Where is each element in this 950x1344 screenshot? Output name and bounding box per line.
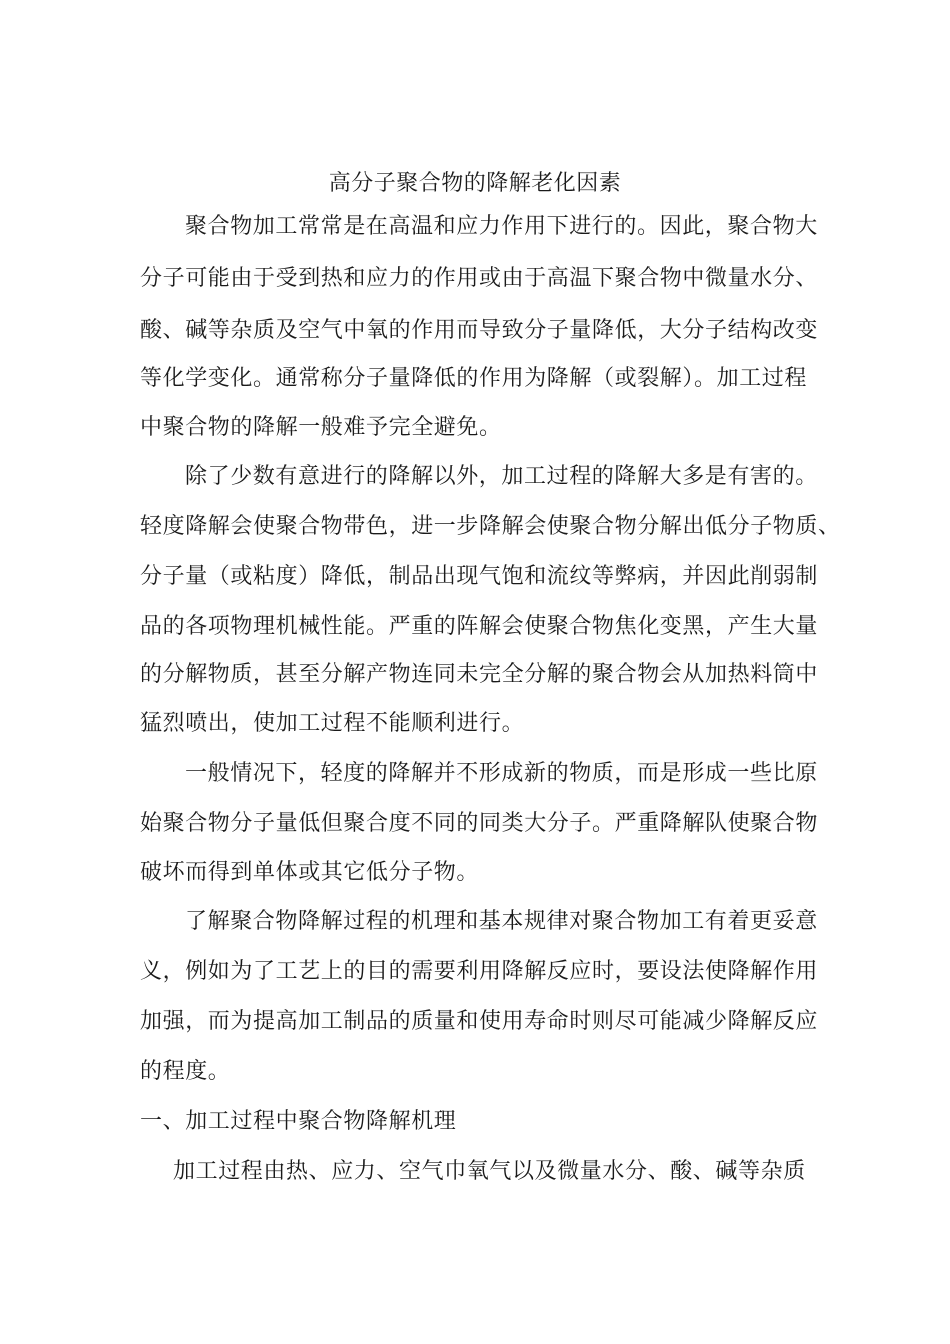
- paragraph-3-line-1: 一般情况下，轻度的降解并不形成新的物质，而是形成一些比原: [185, 761, 818, 786]
- paragraph-2-line-5: 的分解物质，甚至分解产物连同未完全分解的聚合物会从加热料筒中: [140, 662, 819, 687]
- paragraph-5-line-1: 加工过程由热、应力、空气巾氧气以及微量水分、酸、碱等杂质: [173, 1159, 806, 1184]
- paragraph-2-line-3: 分子量（或粘度）降低，制品出现气饱和流纹等弊病，并因此削弱制: [140, 564, 819, 589]
- paragraph-1-line-4: 等化学变化。通常称分子量降低的作用为降解（或裂解）。加工过程: [140, 366, 808, 391]
- document-title: 高分子聚合物的降解老化因素: [328, 171, 622, 196]
- paragraph-1-line-5: 中聚合物的降解一般难予完全避免。: [140, 415, 502, 440]
- paragraph-3-line-3: 破坏而得到单体或其它低分子物。: [140, 860, 480, 885]
- paragraph-2-line-2: 轻度降解会使聚合物带色，进一步降解会使聚合物分解出低分子物质、: [140, 514, 841, 539]
- paragraph-2-line-6: 猛烈喷出，使加工过程不能顺利进行。: [140, 711, 525, 736]
- paragraph-1-line-1: 聚合物加工常常是在高温和应力作用下进行的。因此，聚合物大: [185, 214, 818, 239]
- paragraph-4-line-3: 加强，而为提高加工制品的质量和使用寿命时则尽可能减少降解反应: [140, 1009, 819, 1034]
- paragraph-2-line-1: 除了少数有意进行的降解以外，加工过程的降解大多是有害的。: [185, 464, 818, 489]
- paragraph-4-line-1: 了解聚合物降解过程的机理和基本规律对聚合物加工有着更妥意: [185, 909, 818, 934]
- paragraph-3-line-2: 始聚合物分子量低但聚合度不同的同类大分子。严重降解队使聚合物: [140, 811, 819, 836]
- paragraph-2-line-4: 品的各项物理机械性能。严重的阵解会使聚合物焦化变黑，产生大量: [140, 614, 819, 639]
- paragraph-4-line-4: 的程度。: [140, 1059, 231, 1084]
- section-heading: 一、加工过程中聚合物降解机理: [140, 1109, 457, 1134]
- paragraph-1-line-2: 分子可能由于受到热和应力的作用或由于高温下聚合物中微量水分、: [140, 266, 819, 291]
- paragraph-4-line-2: 义，例如为了工艺上的目的需要利用降解反应时，要设法使降解作用: [140, 959, 819, 984]
- paragraph-1-line-3: 酸、碱等杂质及空气中氧的作用而导致分子量降低，大分子结构改变: [140, 318, 819, 343]
